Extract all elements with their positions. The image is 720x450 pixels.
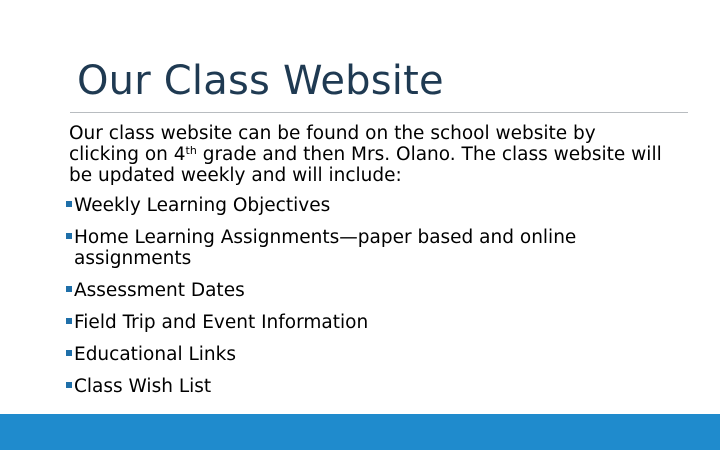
square-bullet-icon [66,201,72,207]
square-bullet-icon [66,286,72,292]
bullet-item [66,227,676,269]
slide-content [66,123,676,408]
bullet-item [66,376,676,397]
bullet-text: Weekly Learning Objectives [74,195,331,216]
intro-text-start: Our class website can be found on the school website by clicking on 4 [69,123,596,165]
title-divider [70,112,688,113]
square-bullet-icon [66,350,72,356]
bullet-list [66,195,676,397]
square-bullet-icon [66,382,72,388]
bullet-text: Home Learning Assignments—paper based and online assignments [74,227,577,269]
bullet-item [66,344,676,365]
slide-title: Our Class Website [77,58,444,104]
bullet-text: Class Wish List [74,376,212,397]
square-bullet-icon [66,233,72,239]
intro-text-end: grade and then Mrs. Olano. The class website will be updated weekly and will include: [69,144,662,186]
bullet-text: Assessment Dates [74,280,245,301]
bullet-item [66,195,676,216]
bullet-item [66,280,676,301]
square-bullet-icon [66,318,72,324]
bullet-text: Field Trip and Event Information [74,312,369,333]
intro-paragraph [69,123,669,186]
bottom-accent-bar [0,414,720,450]
bullet-item [66,312,676,333]
bullet-text: Educational Links [74,344,236,365]
intro-superscript: th [185,144,197,157]
